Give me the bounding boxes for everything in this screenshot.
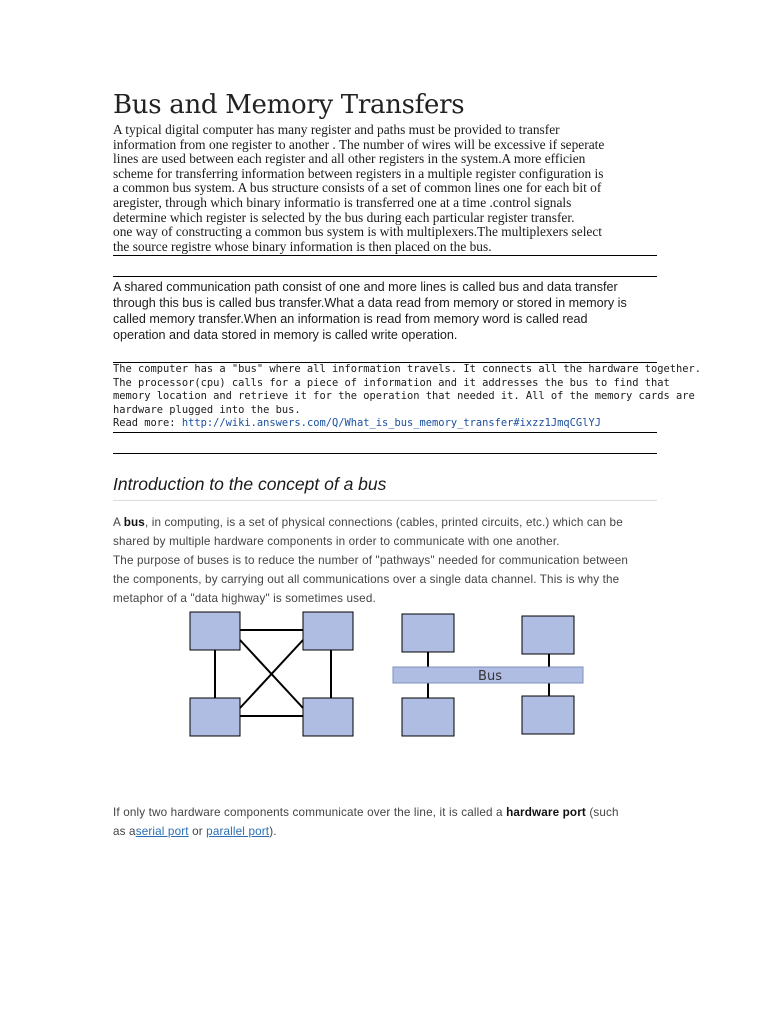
divider: [113, 343, 657, 363]
text-line: aregister, through which binary informatio is transferred one at a time .control signals: [113, 194, 572, 210]
component-box: [522, 696, 574, 734]
bold-term-bus: bus: [123, 515, 145, 529]
serial-port-link[interactable]: serial port: [135, 825, 189, 838]
paragraph-shared-path: [113, 277, 657, 343]
paragraph-hardware-port: [113, 803, 663, 841]
paragraph-bus-memory-transfers: [113, 123, 657, 256]
text-line: The computer has a "bus" where all information travels. It connects all the hardware together.: [113, 363, 702, 376]
section-heading: Introduction to the concept of a bus: [113, 472, 657, 501]
text-line: lines are used between each register and all other registers in the system.A more efficien: [113, 151, 586, 167]
text-line: memory location and retrieve it for the operation that needed it. All of the memory cards are: [113, 390, 695, 403]
text-line: called memory transfer.When an information is read from memory word is called read: [113, 312, 588, 327]
read-more-link[interactable]: http://wiki.answers.com/Q/What_is_bus_memory_transfer#ixzz1JmqCGlYJ: [181, 417, 601, 430]
component-box: [402, 614, 454, 652]
text-line: [113, 822, 663, 841]
component-box: [190, 698, 240, 736]
text-line: [113, 513, 657, 532]
text-line: determine which register is selected by the bus during each particular register transfer.: [113, 209, 575, 225]
text-span: or: [188, 825, 207, 838]
component-box: [303, 612, 353, 650]
divider: [113, 433, 657, 454]
read-more-label: Read more:: [113, 417, 182, 430]
read-more-line: [113, 417, 657, 431]
parallel-port-link[interactable]: parallel port: [206, 825, 270, 838]
text-span: , in computing, is a set of physical connections (cables, printed circuits, etc.) which can be: [144, 515, 623, 529]
bold-term-hardware-port: hardware port: [506, 806, 586, 819]
paragraph-computer-bus: [113, 363, 702, 433]
shared-bus-diagram: [393, 614, 583, 736]
page-title: Bus and Memory Transfers: [113, 90, 465, 120]
component-box: [522, 616, 574, 654]
bus-label: Bus: [478, 669, 502, 684]
text-line: hardware plugged into the bus.: [113, 403, 301, 416]
component-box: [303, 698, 353, 736]
text-line: The purpose of buses is to reduce the number of "pathways" needed for communication between: [113, 553, 629, 567]
text-span: (such: [585, 806, 619, 819]
text-span: If only two hardware components communicate over the line, it is called a: [113, 806, 507, 819]
text-line: information from one register to another . The number of wires will be excessive if seperate: [113, 136, 605, 152]
component-box: [190, 612, 240, 650]
text-line: A shared communication path consist of one and more lines is called bus and data transfer: [113, 280, 618, 295]
text-span: ).: [269, 825, 277, 838]
text-line: the source registre whose binary information is then placed on the bus.: [113, 238, 492, 254]
text-line: through this bus is called bus transfer.What a data read from memory or stored in memory is: [113, 296, 627, 311]
text-line: scheme for transferring information between registers in a multiple register configuration is: [113, 165, 604, 181]
text-line: A typical digital computer has many register and paths must be provided to transfer: [113, 122, 560, 137]
text-span: as a: [113, 825, 136, 838]
paragraph-bus-definition: [113, 513, 657, 608]
text-line: operation and data stored in memory is called write operation.: [113, 328, 458, 343]
point-to-point-diagram: [190, 612, 353, 736]
divider: [113, 256, 657, 277]
document-page: [113, 88, 702, 608]
text-line: shared by multiple hardware components in order to communicate with one another.: [113, 534, 560, 548]
text-line: the components, by carrying out all communications over a single data channel. This is why the: [113, 572, 620, 586]
bus-topology-diagram: [188, 610, 588, 740]
text-line: metaphor of a "data highway" is sometimes used.: [113, 591, 376, 605]
text-line: a common bus system. A bus structure consists of a set of common lines one for each bit of: [113, 180, 602, 196]
text-line: [113, 803, 663, 822]
text-line: The processor(cpu) calls for a piece of information and it addresses the bus to find that: [113, 376, 670, 389]
text-line: one way of constructing a common bus system is with multiplexers.The multiplexers select: [113, 224, 603, 240]
component-box: [402, 698, 454, 736]
text-span: A: [113, 515, 124, 529]
